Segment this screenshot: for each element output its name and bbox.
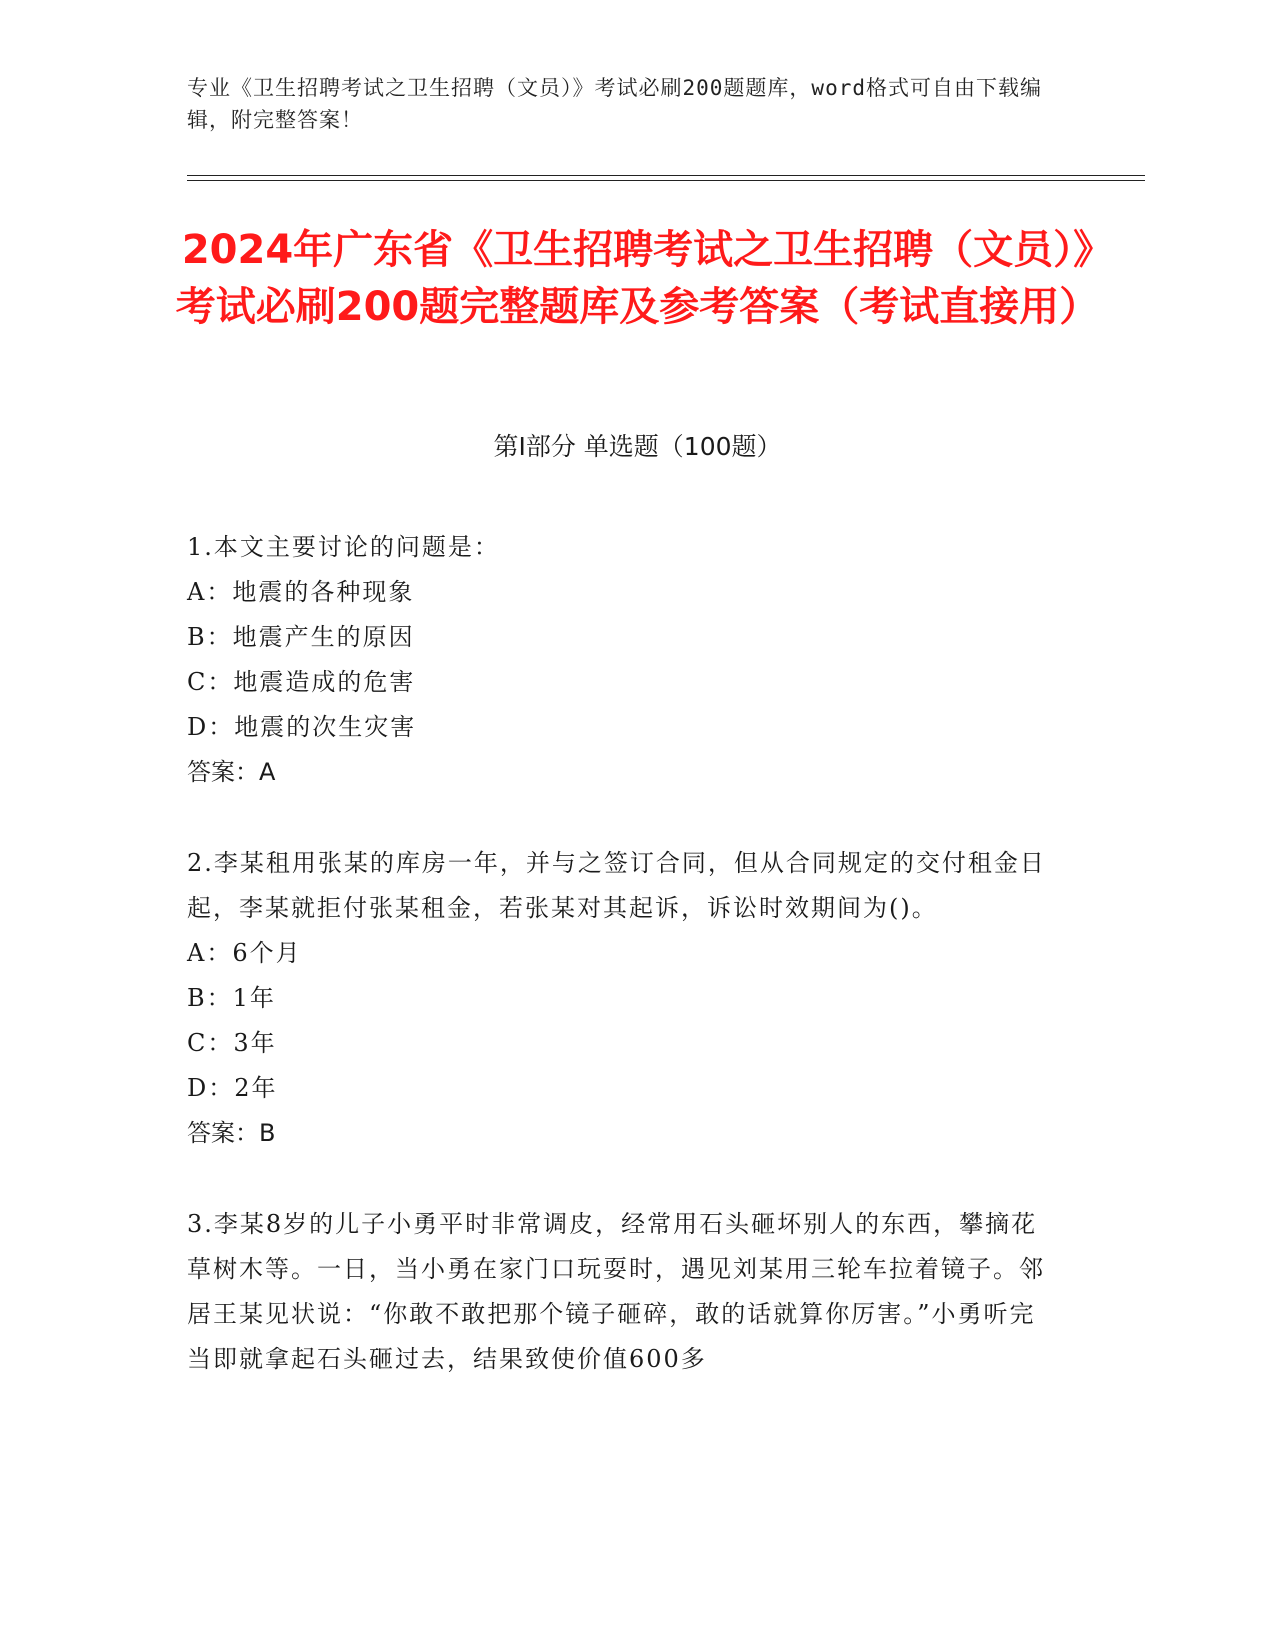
option-d: D：2年 [187, 1074, 278, 1102]
option-c: C：3年 [187, 1029, 277, 1057]
question-stem: 2.李某租用张某的库房一年，并与之签订合同，但从合同规定的交付租金日起，李某就拒付张某租金，若张某对其起诉，诉讼时效期间为()。 [187, 849, 1046, 922]
question-1 [187, 525, 1057, 795]
answer: 答案：A [187, 758, 276, 786]
option-d: D：地震的次生灾害 [187, 713, 417, 741]
document-title: 2024年广东省《卫生招聘考试之卫生招聘（文员）》考试必刷200题完整题库及参考答案（考试直接用） [175, 227, 1100, 330]
question-2 [187, 841, 1057, 1156]
header-divider-bottom [187, 180, 1145, 181]
section-title: 第I部分 单选题（100题） [493, 432, 782, 461]
header-divider-top [187, 175, 1145, 176]
answer: 答案：B [187, 1119, 276, 1147]
option-a: A：地震的各种现象 [187, 578, 415, 606]
option-b: B：地震产生的原因 [187, 623, 415, 651]
question-stem: 1.本文主要讨论的问题是： [187, 533, 500, 561]
question-stem: 3.李某8岁的儿子小勇平时非常调皮，经常用石头砸坏别人的东西，攀摘花草树木等。一日，当小勇在家门口玩耍时，遇见刘某用三轮车拉着镜子。邻居王某见状说：“你敢不敢把那个镜子砸碎，敢的话就算你厉害。”小勇听完当即就拿起石头砸过去，结果致使价值600多 [187, 1210, 1045, 1373]
question-3 [187, 1202, 1057, 1382]
header-note: 专业《卫生招聘考试之卫生招聘（文员）》考试必刷200题题库，word格式可自由下载编辑，附完整答案！ [187, 76, 1042, 132]
option-c: C：地震造成的危害 [187, 668, 416, 696]
option-a: A：6个月 [187, 939, 302, 967]
question-list [187, 525, 1057, 1428]
option-b: B：1年 [187, 984, 276, 1012]
